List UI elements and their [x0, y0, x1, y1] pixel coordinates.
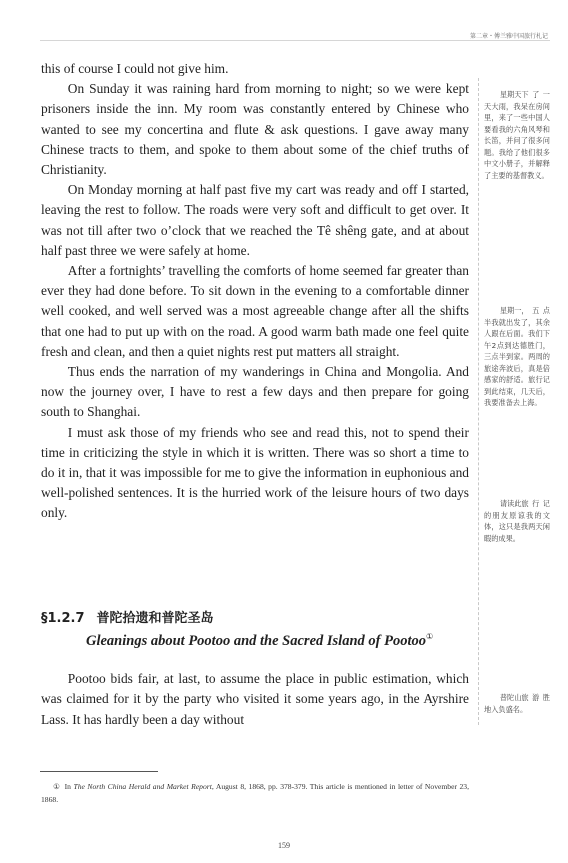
sidebar-divider: [478, 78, 479, 725]
section-title-cn: 普陀拾遗和普陀圣岛: [96, 611, 214, 626]
paragraph: On Monday morning at half past five my cart was ready and off I started, leaving the rest to follow. The roads were very soft and difficult to get over. It was not till after two o’clock that we reached the Tê shêng gate, and at about half past three we were safely at home.: [41, 182, 469, 258]
footnote-prefix: In: [64, 782, 71, 791]
side-note: 普陀山旅游胜地入负盛名。: [484, 693, 550, 714]
side-note: 请读此旅行记的朋友原谅我的文体，这只是我两天闲暇的成果。: [484, 499, 550, 543]
section-title-en: Gleanings about Pootoo and the Sacred Island of Pootoo: [86, 632, 426, 649]
footnote-details: , August 8, 1868, pp. 378-379. This article is mentioned in letter of November 23, 1868.: [41, 782, 469, 804]
section-title-en-line: [86, 628, 471, 650]
footnote-mark: ①: [53, 782, 61, 791]
header-rule: [40, 40, 550, 41]
side-note: 星期天下了一天大雨，我呆在房间里，来了一些中国人要看我的六角风琴和长笛，并问了很多问题。我给了他们很多中文小册子，并解释了主要的基督教义。: [484, 90, 550, 180]
footnote-source-title: The North China Herald and Market Report: [73, 782, 212, 791]
footnote: [41, 781, 469, 806]
paragraph: Pootoo bids fair, at last, to assume the place in public estimation, which was claimed for it by the party who visited it some years ago, in the Ayrshire Lass. It has hardly been a day without: [41, 671, 469, 727]
footnote-rule: [40, 771, 158, 772]
paragraph: On Sunday it was raining hard from morning to night; so we were kept prisoners inside the inn. My room was constantly entered by Chinese who wanted to see my concertina and flute & ask questions. I gave away many Chinese tracts to them, and spoke to them about some of the chief truths of Christianity.: [41, 81, 469, 178]
side-note: 星期一，五点半我就出发了，其余人跟在后面。我们下午2点到达德胜门，三点半到家。两周的旅途奔波后，真是倍感家的舒适。旅行记到此结束，几天后，我要准备去上海。: [484, 306, 550, 407]
section-title-cn-line: [41, 610, 471, 628]
footnote-reference[interactable]: ①: [425, 632, 434, 641]
paragraph: Thus ends the narration of my wanderings in China and Mongolia. And now the journey over, I have to rest a few days and then prepare for going south to Shanghai.: [41, 364, 469, 420]
section-number: §1.2.7: [41, 611, 85, 626]
paragraph: After a fortnights’ travelling the comforts of home seemed far greater than ever they had done before. To sit down in the evening to a comfortable dinner well cooked, and well served was a most agreeable change after all the shifts that one had to put up with on the road. A good warm bath made one feel quite fresh and clean, and then a quiet nights rest put matters all straight.: [41, 263, 469, 359]
paragraph: I must ask those of my friends who see and read this, not to spend their time in criticizing the style in which it is written. There was so short a time to do it in, that it was impossible for me to give the information in euphonious and well-polished sentences. It is the hurried work of the leisure hours of two days only.: [41, 424, 469, 521]
page-number: 159: [278, 841, 290, 850]
body-text: [41, 59, 469, 524]
paragraph: this of course I could not give him.: [41, 61, 229, 76]
section-body: [41, 669, 469, 730]
running-header: 第二章・傅兰雅中国旅行札记: [469, 33, 548, 40]
section-heading: [41, 610, 471, 650]
